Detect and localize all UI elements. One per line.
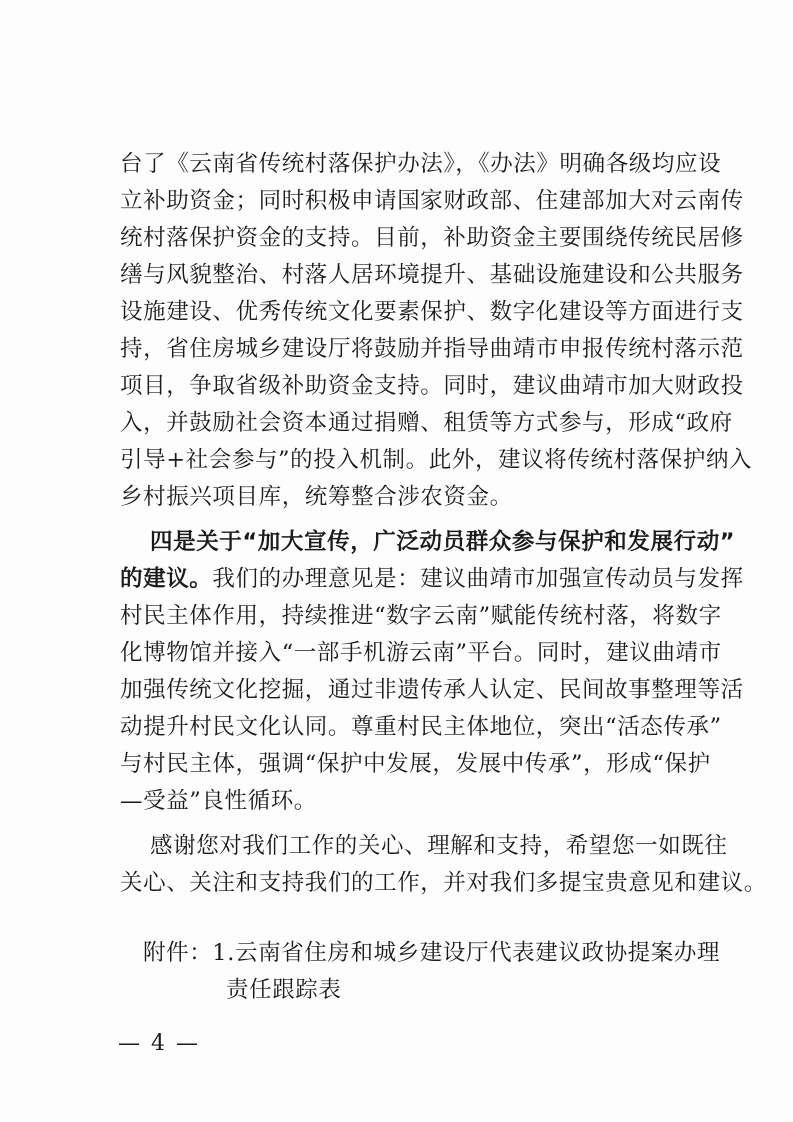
paragraph-funding-line-4: 缮与风貌整治、村落人居环境提升、基础设施建设和公共服务 bbox=[120, 262, 744, 288]
page-number: — 4 — bbox=[118, 1031, 200, 1056]
paragraph-funding-line-9: 引导+社会参与”的投入机制。此外，建议将传统村落保护纳入 bbox=[120, 447, 753, 473]
paragraph-publicity-heading-end: 的建议。 bbox=[120, 566, 213, 592]
paragraph-funding-line-2: 立补助资金；同时积极申请国家财政部、住建部加大对云南传 bbox=[120, 188, 744, 214]
paragraph-publicity-line-2 bbox=[120, 565, 744, 593]
paragraph-thanks-line-2: 关心、关注和支持我们的工作，并对我们多提宝贵意见和建议。 bbox=[120, 870, 767, 896]
paragraph-publicity-heading: 四是关于“加大宣传，广泛动员群众参与保护和发展行动” bbox=[150, 529, 736, 555]
paragraph-publicity-line-2-text: 我们的办理意见是：建议曲靖市加强宣传动员与发挥 bbox=[212, 566, 744, 592]
paragraph-funding-line-7: 项目，争取省级补助资金支持。同时，建议曲靖市加大财政投 bbox=[120, 373, 744, 399]
paragraph-publicity-line-7: 与村民主体，强调“保护中发展，发展中传承”，形成“保护 bbox=[120, 751, 711, 777]
paragraph-funding-line-1: 台了《云南省传统村落保护办法》，《办法》明确各级均应设 bbox=[120, 151, 722, 177]
attachment-line-1: 附件：1.云南省住房和城乡建设厅代表建议政协提案办理 bbox=[143, 940, 721, 966]
paragraph-publicity-line-8: —受益”良性循环。 bbox=[120, 788, 317, 814]
paragraph-thanks-line-1: 感谢您对我们工作的关心、理解和支持，希望您一如既往 bbox=[150, 833, 728, 859]
attachment-line-2: 责任跟踪表 bbox=[226, 977, 342, 1003]
paragraph-funding-line-5: 设施建设、优秀传统文化要素保护、数字化建设等方面进行支 bbox=[120, 299, 744, 325]
paragraph-publicity-line-6: 动提升村民文化认同。尊重村民主体地位，突出“活态传承” bbox=[120, 714, 722, 740]
paragraph-publicity-line-4: 化博物馆并接入“一部手机游云南”平台。同时，建议曲靖市 bbox=[120, 640, 722, 666]
paragraph-funding-line-3: 统村落保护资金的支持。目前，补助资金主要围绕传统民居修 bbox=[120, 225, 744, 251]
paragraph-funding-line-8: 入，并鼓励社会资本通过捐赠、租赁等方式参与，形成“政府 bbox=[120, 410, 733, 436]
paragraph-publicity-line-5: 加强传统文化挖掘，通过非遗传承人认定、民间故事整理等活 bbox=[120, 677, 744, 703]
paragraph-publicity-line-3: 村民主体作用，持续推进“数字云南”赋能传统村落，将数字 bbox=[120, 603, 722, 629]
paragraph-funding-line-6: 持，省住房城乡建设厅将鼓励并指导曲靖市申报传统村落示范 bbox=[120, 336, 744, 362]
paragraph-funding-line-10: 乡村振兴项目库，统筹整合涉农资金。 bbox=[120, 484, 513, 510]
